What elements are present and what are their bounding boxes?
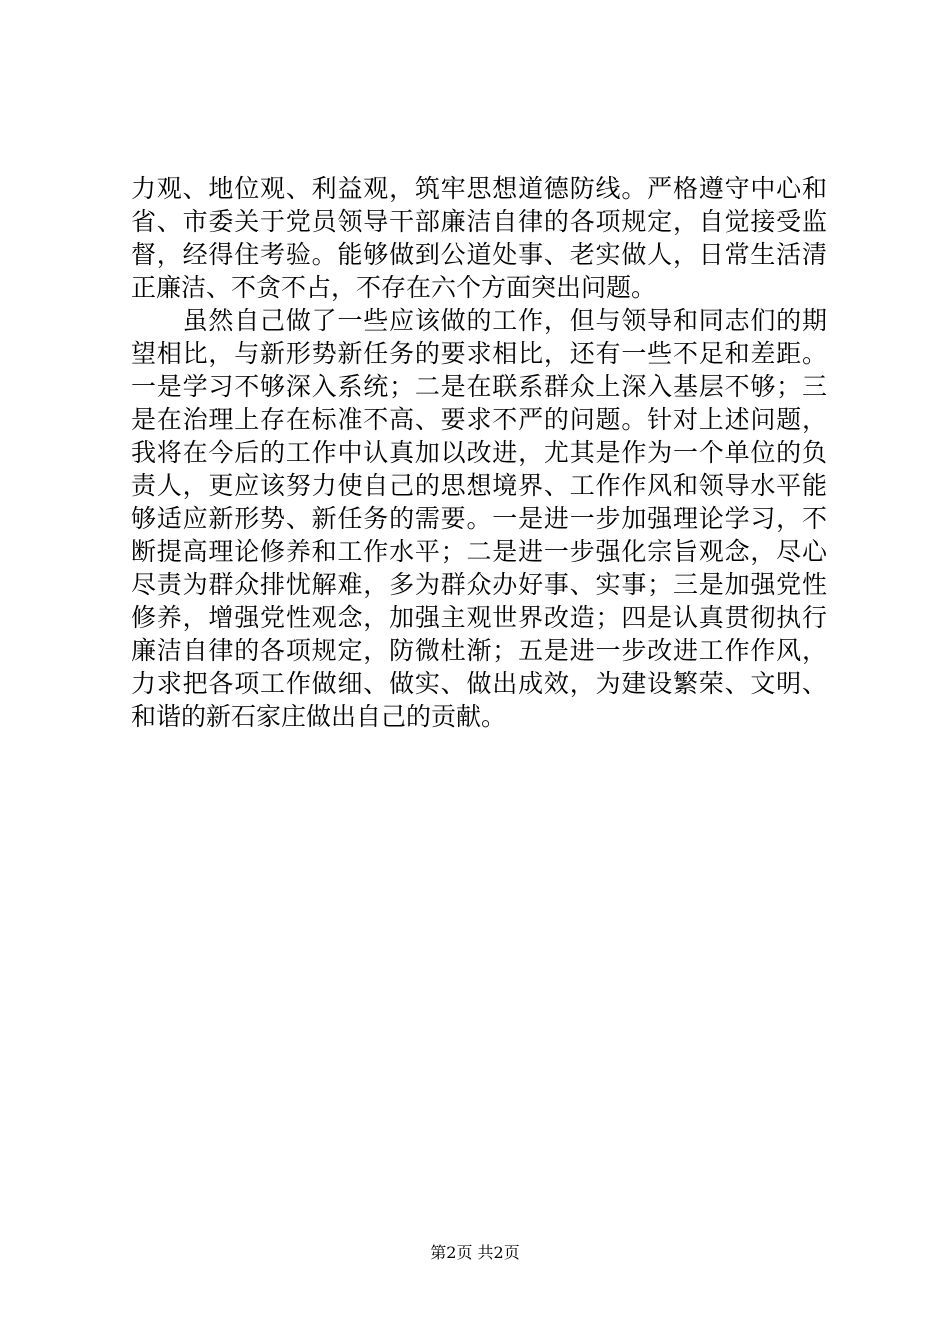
text-line: 断提高理论修养和工作水平；二是进一步强化宗旨观念，尽心 bbox=[131, 537, 827, 566]
text-line: 督，经得住考验。能够做到公道处事、老实做人，日常生活清 bbox=[131, 240, 827, 269]
text-line: 省、市委关于党员领导干部廉洁自律的各项规定，自觉接受监 bbox=[131, 207, 827, 236]
text-line: 责人，更应该努力使自己的思想境界、工作作风和领导水平能 bbox=[131, 471, 827, 500]
text-line: 廉洁自律的各项规定，防微杜渐；五是进一步改进工作作风， bbox=[131, 636, 827, 665]
text-line: 力观、地位观、利益观，筑牢思想道德防线。严格遵守中心和 bbox=[131, 174, 827, 203]
text-line: 是在治理上存在标准不高、要求不严的问题。针对上述问题， bbox=[131, 405, 827, 434]
text-line: 望相比，与新形势新任务的要求相比，还有一些不足和差距。 bbox=[131, 339, 827, 368]
text-line: 一是学习不够深入系统；二是在联系群众上深入基层不够；三 bbox=[131, 372, 827, 401]
document-body bbox=[131, 172, 827, 733]
text-line: 我将在今后的工作中认真加以改进，尤其是作为一个单位的负 bbox=[131, 438, 827, 467]
text-line: 力求把各项工作做细、做实、做出成效，为建设繁荣、文明、 bbox=[131, 669, 827, 698]
text-line: 够适应新形势、新任务的需要。一是进一步加强理论学习，不 bbox=[131, 504, 827, 533]
text-line: 正廉洁、不贪不占，不存在六个方面突出问题。 bbox=[131, 273, 657, 302]
text-line: 虽然自己做了一些应该做的工作，但与领导和同志们的期 bbox=[131, 306, 827, 335]
page-number-footer: 第2页 共2页 bbox=[430, 1243, 520, 1262]
text-line: 修养，增强党性观念，加强主观世界改造；四是认真贯彻执行 bbox=[131, 603, 827, 632]
text-line: 和谐的新石家庄做出自己的贡献。 bbox=[131, 702, 507, 731]
text-line: 尽责为群众排忧解难，多为群众办好事、实事；三是加强党性 bbox=[131, 570, 827, 599]
